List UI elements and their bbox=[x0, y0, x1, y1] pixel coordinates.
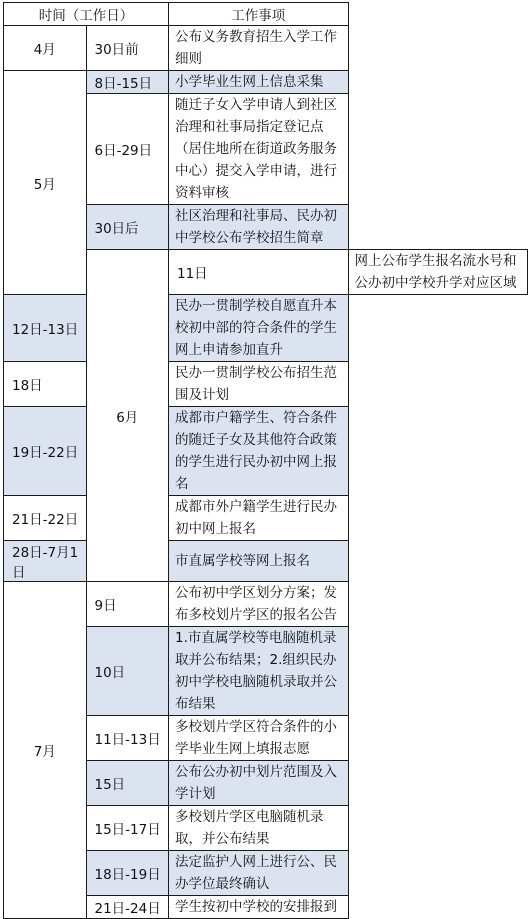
event-cell: 社区治理和社事局、民办初中学校公布学校招生简章 bbox=[169, 205, 349, 250]
event-cell: 民办一贯制学校自愿直升本校初中部的符合条件的学生网上申请参加直升 bbox=[169, 295, 349, 362]
event-cell: 多校划片学区符合条件的小学毕业生网上填报志愿 bbox=[169, 716, 349, 761]
month-cell-april: 4月 bbox=[4, 26, 87, 71]
event-cell: 小学毕业生网上信息采集 bbox=[169, 71, 349, 94]
table-row bbox=[4, 71, 528, 94]
table-row bbox=[4, 407, 528, 496]
month-cell-june: 6月 bbox=[86, 250, 169, 582]
event-cell: 民办一贯制学校公布招生范围及计划 bbox=[169, 362, 349, 407]
date-cell: 21日-22日 bbox=[4, 496, 87, 541]
date-cell: 19日-22日 bbox=[4, 407, 87, 496]
month-cell-july: 7月 bbox=[4, 582, 87, 919]
event-cell: 成都市外户籍学生进行民办初中网上报名 bbox=[169, 496, 349, 541]
table-row bbox=[4, 496, 528, 541]
event-cell: 随迁子女入学申请人到社区治理和社事局指定登记点（居住地所在街道政务服务中心）提交入学申请，进行资料审核 bbox=[169, 94, 349, 205]
event-cell: 学生按初中学校的安排报到 bbox=[169, 896, 349, 919]
header-time: 时间（工作日） bbox=[4, 3, 169, 26]
event-cell: 市直属学校等网上报名 bbox=[169, 541, 349, 582]
table-row bbox=[4, 582, 528, 627]
date-cell: 11日-13日 bbox=[86, 716, 169, 761]
table-row bbox=[4, 295, 528, 362]
table-header-row bbox=[4, 3, 528, 26]
date-cell: 21日-24日 bbox=[86, 896, 169, 919]
table-row bbox=[4, 362, 528, 407]
date-cell: 15日 bbox=[86, 761, 169, 806]
admission-schedule-table bbox=[3, 2, 528, 919]
event-cell: 成都市户籍学生、符合条件的随迁子女及其他符合政策的学生进行民办初中网上报名 bbox=[169, 407, 349, 496]
event-cell: 公布初中学区划分方案；发布多校划片学区的报名公告 bbox=[169, 582, 349, 627]
header-event: 工作事项 bbox=[169, 3, 349, 26]
table-row bbox=[4, 26, 528, 71]
event-cell: 1.市直属学校等电脑随机录取并公布结果；2.组织民办初中学校电脑随机录取并公布结果 bbox=[169, 627, 349, 716]
date-cell: 28日-7月1日 bbox=[4, 541, 87, 582]
date-cell: 15日-17日 bbox=[86, 806, 169, 851]
date-cell: 30日后 bbox=[86, 205, 169, 250]
date-cell: 8日-15日 bbox=[86, 71, 169, 94]
event-cell: 网上公布学生报名流水号和公办初中学校升学对应区域 bbox=[348, 250, 528, 295]
event-cell: 多校划片学区电脑随机录取，并公布结果 bbox=[169, 806, 349, 851]
date-cell: 11日 bbox=[169, 250, 349, 295]
date-cell: 18日-19日 bbox=[86, 851, 169, 896]
month-cell-may: 5月 bbox=[4, 71, 87, 295]
date-cell: 10日 bbox=[86, 627, 169, 716]
date-cell: 30日前 bbox=[86, 26, 169, 71]
event-cell: 公布公办初中划片范围及入学计划 bbox=[169, 761, 349, 806]
table-row bbox=[4, 541, 528, 582]
date-cell: 6日-29日 bbox=[86, 94, 169, 205]
date-cell: 12日-13日 bbox=[4, 295, 87, 362]
date-cell: 18日 bbox=[4, 362, 87, 407]
event-cell: 公布义务教育招生入学工作细则 bbox=[169, 26, 349, 71]
date-cell: 9日 bbox=[86, 582, 169, 627]
event-cell: 法定监护人网上进行公、民办学位最终确认 bbox=[169, 851, 349, 896]
